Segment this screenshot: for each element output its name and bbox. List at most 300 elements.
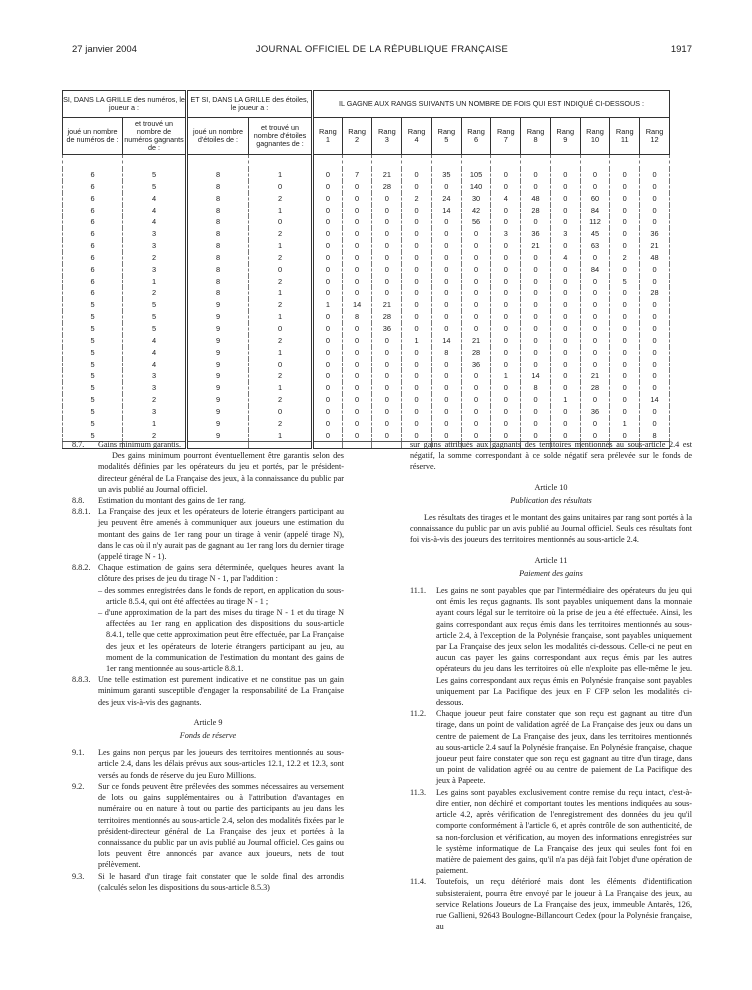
section-11-2: 11.2. Chaque joueur peut faire constater que son reçu est gagnant au titre d'un tirage, dans un point de validation agréé de La Française des jeux ou dans un centre de paiement de La Française des jeux, dans les territoires mentionnés au sous-article 2.4 sauf la Polynésie française. En Polynésie française, chaque joueur peut faire constater que son reçu est gagnant au titre d'un tirage, dans un point de validation agréé ou au centre de paiement de La Pacifique des jeux à Papeete. xyxy=(410,709,692,786)
table-cell: 2 xyxy=(123,430,187,442)
table-cell: 0 xyxy=(372,335,402,347)
section-8-8-2-item-2: – d'une approximation de la part des mises du tirage N - 1 et du tirage N affectées au 1er rang en application des dispositions du sous-article 8.4.1, telle que cette approximation peut être effectuée, par La Française des jeux et les opérateurs de loterie étrangers participant au jeu, au moment de la communication de l'estimation du montant des gains de 1er rang mentionnée au sous-article 8.8.1. xyxy=(98,608,344,674)
table-cell: 0 xyxy=(580,287,610,299)
table-cell: 0 xyxy=(249,181,313,193)
table-cell: 0 xyxy=(491,299,521,311)
table-cell: 0 xyxy=(342,394,372,406)
table-row xyxy=(63,394,670,406)
table-cell: 0 xyxy=(580,335,610,347)
group-header-rangs: IL GAGNE AUX RANGS SUIVANTS UN NOMBRE DE FOIS QUI EST INDIQUÉ CI-DESSOUS : xyxy=(313,91,670,118)
table-cell: 0 xyxy=(431,299,461,311)
table-cell: 0 xyxy=(580,359,610,371)
table-cell: 0 xyxy=(640,169,670,181)
table-cell: 0 xyxy=(610,181,640,193)
table-cell: 0 xyxy=(640,311,670,323)
table-cell: 8 xyxy=(187,181,249,193)
table-cell: 2 xyxy=(402,193,432,205)
table-cell: 0 xyxy=(372,216,402,228)
table-cell: 5 xyxy=(63,311,123,323)
table-cell: 140 xyxy=(461,181,491,193)
table-cell: 0 xyxy=(402,216,432,228)
table-cell: 0 xyxy=(640,276,670,288)
section-8-7-text: Des gains minimum pourront éventuellement être garantis selon des modalités définies par les opérateurs du jeu et portés, par le président-directeur général de La Française des jeux, à la connaissance du public par un avis publié au Journal officiel. xyxy=(98,451,344,494)
section-9-1: 9.1. Les gains non perçus par les joueurs des territoires mentionnés au sous-article 2.4, dans les délais prévus aux sous-articles 12.1, 12.2 et 12.3, sont versés au fonds de réserve du jeu Euro Millions. xyxy=(72,748,344,780)
table-cell: 0 xyxy=(640,335,670,347)
table-cell: 0 xyxy=(491,382,521,394)
table-cell: 8 xyxy=(187,169,249,181)
table-cell: 0 xyxy=(402,323,432,335)
table-cell: 9 xyxy=(187,299,249,311)
table-cell: 2 xyxy=(249,370,313,382)
table-cell: 0 xyxy=(372,205,402,217)
table-cell: 0 xyxy=(313,335,343,347)
table-cell: 1 xyxy=(249,169,313,181)
table-cell: 0 xyxy=(431,181,461,193)
gains-table xyxy=(62,90,670,449)
table-cell: 0 xyxy=(610,287,640,299)
table-cell: 0 xyxy=(461,323,491,335)
table-cell: 0 xyxy=(372,382,402,394)
table-cell: 6 xyxy=(63,264,123,276)
table-cell: 0 xyxy=(431,287,461,299)
table-cell: 0 xyxy=(342,287,372,299)
table-cell: 0 xyxy=(550,418,580,430)
table-row xyxy=(63,169,670,181)
table-row xyxy=(63,299,670,311)
table-cell: 9 xyxy=(187,311,249,323)
table-cell: 8 xyxy=(342,311,372,323)
table-cell: 2 xyxy=(249,276,313,288)
table-cell: 0 xyxy=(521,264,551,276)
section-8-8-3: 8.8.3. Une telle estimation est purement indicative et ne constitue pas un gain minimum garanti susceptible d'engager la responsabilité de La Française des jeux vis-à-vis des gagnants. xyxy=(72,675,344,707)
table-cell: 0 xyxy=(313,347,343,359)
table-cell: 0 xyxy=(402,264,432,276)
table-cell: 21 xyxy=(372,169,402,181)
table-cell: 2 xyxy=(123,394,187,406)
table-cell: 0 xyxy=(313,370,343,382)
table-cell: 0 xyxy=(521,394,551,406)
table-cell: 0 xyxy=(550,311,580,323)
table-cell: 28 xyxy=(580,382,610,394)
table-cell: 0 xyxy=(313,382,343,394)
table-cell: 0 xyxy=(342,418,372,430)
table-cell: 3 xyxy=(550,228,580,240)
table-cell: 3 xyxy=(123,370,187,382)
table-cell: 0 xyxy=(402,394,432,406)
table-cell: 4 xyxy=(123,193,187,205)
table-row xyxy=(63,216,670,228)
table-cell: 0 xyxy=(431,406,461,418)
table-cell: 4 xyxy=(123,347,187,359)
table-cell: 0 xyxy=(313,406,343,418)
table-cell: 0 xyxy=(402,418,432,430)
table-cell: 0 xyxy=(372,240,402,252)
table-cell: 5 xyxy=(63,430,123,442)
table-cell: 9 xyxy=(187,394,249,406)
table-cell: 2 xyxy=(249,394,313,406)
table-cell: 0 xyxy=(580,347,610,359)
table-cell: 8 xyxy=(640,430,670,442)
table-cell: 7 xyxy=(342,169,372,181)
table-cell: 0 xyxy=(550,335,580,347)
table-cell: 1 xyxy=(249,311,313,323)
section-11-1: 11.1. Les gains ne sont payables que par l'intermédiaire des opérateurs du jeu qui ont émis les reçus gagnants. Ils sont payables uniquement dans la monnaie ayant cours légal sur le territoire où la prise de jeu a été effectuée. Ainsi, les gains correspondant aux reçus émis dans les territoires mentionnés au sous-article 2.4, à l'exception de la Polynésie française, sont payables uniquement par La Française des jeux selon les modalités ci-dessous. Celle-ci ne peut en aucun cas payer les gains correspondant aux reçus émis par les autres opérateurs du jeu dans les territoires où elle n'exploite pas elle-même le jeu. Les gains correspondant aux reçus émis en Polynésie française sont payables uniquement par La Pacifique des jeux en F CFP selon les modalités ci-dessous. xyxy=(410,586,692,708)
table-cell: 48 xyxy=(521,193,551,205)
table-cell: 0 xyxy=(313,181,343,193)
table-cell: 0 xyxy=(402,359,432,371)
table-cell: 0 xyxy=(550,216,580,228)
table-cell: 0 xyxy=(491,287,521,299)
table-cell: 0 xyxy=(431,276,461,288)
table-cell: 36 xyxy=(372,323,402,335)
table-cell: 0 xyxy=(461,264,491,276)
table-cell: 0 xyxy=(491,252,521,264)
table-cell: 0 xyxy=(640,406,670,418)
table-cell: 0 xyxy=(342,406,372,418)
table-row xyxy=(63,205,670,217)
table-cell: 84 xyxy=(580,264,610,276)
table-cell: 4 xyxy=(491,193,521,205)
table-cell: 0 xyxy=(342,347,372,359)
table-cell: 0 xyxy=(372,394,402,406)
table-cell: 0 xyxy=(580,323,610,335)
table-cell: 0 xyxy=(461,228,491,240)
table-cell: 0 xyxy=(342,276,372,288)
table-cell: 0 xyxy=(521,276,551,288)
table-cell: 0 xyxy=(402,382,432,394)
table-cell: 28 xyxy=(372,311,402,323)
table-cell: 0 xyxy=(550,193,580,205)
section-11-4: 11.4. Toutefois, un reçu détérioré mais dont les éléments d'identification subsisteraient, pourra être envoyé par le joueur à La Française des jeux, au service Relations Joueurs de La Française des jeux, immeuble Antarès, 126, rue Gallieni, 92643 Boulogne-Billancourt Cedex (pour la Polynésie française, au xyxy=(410,877,692,932)
table-cell: 0 xyxy=(402,228,432,240)
table-cell: 36 xyxy=(461,359,491,371)
section-8-8-2-item-1: – des sommes enregistrées dans le fonds de report, en application du sous-article 8.5.4, qui ont été affectées au tirage N - 1 ; xyxy=(98,585,344,606)
table-cell: 0 xyxy=(342,228,372,240)
table-cell: 4 xyxy=(123,335,187,347)
table-cell: 9 xyxy=(187,359,249,371)
table-cell: 0 xyxy=(640,418,670,430)
table-cell: 8 xyxy=(187,276,249,288)
table-cell: 0 xyxy=(313,430,343,442)
table-cell: 84 xyxy=(580,205,610,217)
table-cell: 9 xyxy=(187,347,249,359)
table-row xyxy=(63,193,670,205)
table-row xyxy=(63,311,670,323)
col-header-trouve-etoiles: et trouvé un nombre d'étoiles gagnantes de : xyxy=(249,118,313,155)
group-header-etoiles: ET SI, DANS LA GRILLE des étoiles, le joueur a : xyxy=(187,91,313,118)
table-cell: 9 xyxy=(187,406,249,418)
table-cell: 1 xyxy=(249,240,313,252)
table-cell: 0 xyxy=(580,169,610,181)
table-cell: 0 xyxy=(610,430,640,442)
table-cell: 6 xyxy=(63,193,123,205)
table-row xyxy=(63,287,670,299)
table-cell: 5 xyxy=(610,276,640,288)
table-cell: 1 xyxy=(249,382,313,394)
table-cell: 0 xyxy=(461,299,491,311)
table-cell: 0 xyxy=(313,240,343,252)
table-cell: 0 xyxy=(521,216,551,228)
table-cell: 0 xyxy=(580,252,610,264)
table-cell: 0 xyxy=(431,228,461,240)
table-cell: 0 xyxy=(431,240,461,252)
table-cell: 2 xyxy=(249,252,313,264)
table-cell: 0 xyxy=(402,240,432,252)
table-cell: 42 xyxy=(461,205,491,217)
table-cell: 0 xyxy=(431,394,461,406)
table-cell: 5 xyxy=(63,299,123,311)
table-cell: 2 xyxy=(249,418,313,430)
section-8-8-2: 8.8.2. Chaque estimation de gains sera déterminée, quelques heures avant la clôture des prises de jeu du tirage N - 1, par l'addition : xyxy=(72,563,344,584)
article-9-heading: Article 9 xyxy=(193,717,223,727)
table-cell: 0 xyxy=(550,347,580,359)
table-cell: 8 xyxy=(187,264,249,276)
table-cell: 4 xyxy=(123,216,187,228)
table-cell: 5 xyxy=(63,347,123,359)
table-cell: 0 xyxy=(313,323,343,335)
table-cell: 0 xyxy=(580,299,610,311)
table-cell: 6 xyxy=(63,216,123,228)
table-cell: 0 xyxy=(640,181,670,193)
table-cell: 5 xyxy=(63,394,123,406)
table-cell: 35 xyxy=(431,169,461,181)
table-cell: 0 xyxy=(372,287,402,299)
table-cell: 0 xyxy=(342,323,372,335)
table-cell: 0 xyxy=(313,311,343,323)
table-cell: 0 xyxy=(431,370,461,382)
table-cell: 0 xyxy=(521,335,551,347)
table-cell: 0 xyxy=(521,323,551,335)
table-cell: 6 xyxy=(63,240,123,252)
table-row xyxy=(63,240,670,252)
header-date: 27 janvier 2004 xyxy=(72,44,137,55)
table-row xyxy=(63,335,670,347)
table-cell: 0 xyxy=(313,205,343,217)
table-cell: 0 xyxy=(461,240,491,252)
table-cell: 36 xyxy=(521,228,551,240)
table-cell: 1 xyxy=(123,418,187,430)
table-cell: 0 xyxy=(640,359,670,371)
article-10-subtitle: Publication des résultats xyxy=(510,495,592,505)
table-cell: 5 xyxy=(63,370,123,382)
table-cell: 0 xyxy=(402,430,432,442)
table-cell: 8 xyxy=(187,193,249,205)
table-cell: 0 xyxy=(491,264,521,276)
table-cell: 0 xyxy=(431,323,461,335)
table-cell: 0 xyxy=(580,430,610,442)
table-cell: 0 xyxy=(550,205,580,217)
table-cell: 5 xyxy=(63,335,123,347)
table-cell: 0 xyxy=(521,252,551,264)
table-cell: 5 xyxy=(63,382,123,394)
table-cell: 0 xyxy=(402,205,432,217)
table-cell: 5 xyxy=(123,169,187,181)
table-cell: 0 xyxy=(342,370,372,382)
table-cell: 0 xyxy=(402,181,432,193)
table-cell: 2 xyxy=(249,299,313,311)
table-cell: 9 xyxy=(187,430,249,442)
table-cell: 0 xyxy=(342,216,372,228)
table-cell: 0 xyxy=(342,252,372,264)
table-cell: 14 xyxy=(521,370,551,382)
table-cell: 60 xyxy=(580,193,610,205)
table-cell: 0 xyxy=(313,228,343,240)
table-cell: 0 xyxy=(550,299,580,311)
rang-header-7: Rang 7 xyxy=(491,118,521,155)
table-cell: 0 xyxy=(431,382,461,394)
table-cell: 9 xyxy=(187,335,249,347)
table-cell: 0 xyxy=(313,359,343,371)
table-cell: 105 xyxy=(461,169,491,181)
table-cell: 0 xyxy=(491,216,521,228)
table-cell: 8 xyxy=(187,205,249,217)
col-header-joue-etoiles: joué un nombre d'étoiles de : xyxy=(187,118,249,155)
table-cell: 8 xyxy=(187,287,249,299)
table-cell: 0 xyxy=(372,347,402,359)
table-cell: 1 xyxy=(249,347,313,359)
table-cell: 21 xyxy=(521,240,551,252)
table-cell: 0 xyxy=(640,323,670,335)
table-cell: 0 xyxy=(372,193,402,205)
table-cell: 0 xyxy=(640,299,670,311)
table-cell: 0 xyxy=(372,276,402,288)
section-8-8-1: 8.8.1. La Française des jeux et les opérateurs de loterie étrangers participant au jeu peuvent être amenés à communiquer aux joueurs une estimation du montant des gains de 1er rang pour un tirage à venir (appelé tirage N), dans le cas où il n'y aurait pas de gagnant au 1er rang lors du dernier tirage (appelé tirage N - 1). xyxy=(72,507,344,562)
table-cell: 0 xyxy=(431,311,461,323)
table-cell: 24 xyxy=(431,193,461,205)
rang-header-2: Rang 2 xyxy=(342,118,372,155)
table-cell: 2 xyxy=(249,228,313,240)
page-number: 1917 xyxy=(670,44,692,55)
table-cell: 0 xyxy=(342,359,372,371)
table-cell: 0 xyxy=(580,418,610,430)
table-cell: 0 xyxy=(461,430,491,442)
table-cell: 0 xyxy=(313,287,343,299)
table-cell: 0 xyxy=(313,216,343,228)
table-cell: 0 xyxy=(372,406,402,418)
table-cell: 3 xyxy=(123,264,187,276)
table-cell: 0 xyxy=(610,169,640,181)
table-cell: 0 xyxy=(402,406,432,418)
rang-header-3: Rang 3 xyxy=(372,118,402,155)
table-cell: 0 xyxy=(342,382,372,394)
rang-header-10: Rang 10 xyxy=(580,118,610,155)
table-cell: 0 xyxy=(640,193,670,205)
table-cell: 0 xyxy=(461,370,491,382)
table-cell: 2 xyxy=(610,252,640,264)
table-cell: 0 xyxy=(431,359,461,371)
table-cell: 6 xyxy=(63,287,123,299)
table-cell: 0 xyxy=(461,406,491,418)
table-cell: 21 xyxy=(580,370,610,382)
table-cell: 0 xyxy=(313,264,343,276)
table-cell: 5 xyxy=(63,418,123,430)
table-cell: 0 xyxy=(249,264,313,276)
right-column xyxy=(410,439,692,932)
table-cell: 0 xyxy=(550,323,580,335)
table-cell: 14 xyxy=(431,205,461,217)
table-row xyxy=(63,382,670,394)
table-cell: 0 xyxy=(249,406,313,418)
table-cell: 2 xyxy=(249,193,313,205)
table-cell: 0 xyxy=(640,370,670,382)
table-cell: 0 xyxy=(431,216,461,228)
table-cell: 1 xyxy=(123,276,187,288)
table-cell: 0 xyxy=(342,181,372,193)
table-cell: 4 xyxy=(123,359,187,371)
table-cell: 0 xyxy=(491,169,521,181)
article-10-heading: Article 10 xyxy=(534,482,568,492)
table-cell: 0 xyxy=(640,216,670,228)
table-cell: 0 xyxy=(491,276,521,288)
table-cell: 0 xyxy=(521,430,551,442)
table-cell: 8 xyxy=(431,347,461,359)
table-cell: 3 xyxy=(491,228,521,240)
table-cell: 0 xyxy=(431,430,461,442)
table-cell: 1 xyxy=(249,205,313,217)
page-header xyxy=(72,44,692,58)
table-cell: 0 xyxy=(550,181,580,193)
table-cell: 0 xyxy=(249,216,313,228)
table-cell: 0 xyxy=(550,359,580,371)
article-10-text: Les résultats des tirages et le montant des gains unitaires par rang sont portés à la connaissance du public par un avis publié au Journal officiel. Seuls ces résultats font foi vis-à-vis des joueurs des territoires mentionnés au sous-article 2.4. xyxy=(410,513,692,545)
table-cell: 1 xyxy=(610,418,640,430)
table-cell: 0 xyxy=(610,228,640,240)
article-9-subtitle: Fonds de réserve xyxy=(179,731,237,741)
table-cell: 9 xyxy=(187,323,249,335)
table-cell: 0 xyxy=(431,252,461,264)
table-cell: 28 xyxy=(640,287,670,299)
rang-header-8: Rang 8 xyxy=(521,118,551,155)
table-cell: 30 xyxy=(461,193,491,205)
table-cell: 0 xyxy=(342,240,372,252)
table-row xyxy=(63,276,670,288)
table-cell: 0 xyxy=(610,299,640,311)
table-cell: 6 xyxy=(63,205,123,217)
table-row xyxy=(63,228,670,240)
table-cell: 0 xyxy=(580,276,610,288)
table-cell: 0 xyxy=(610,216,640,228)
table-cell: 1 xyxy=(313,299,343,311)
table-cell: 0 xyxy=(402,276,432,288)
table-cell: 0 xyxy=(640,205,670,217)
header-title: JOURNAL OFFICIEL DE LA RÉPUBLIQUE FRANÇAISE xyxy=(255,44,509,55)
table-cell: 0 xyxy=(461,394,491,406)
rang-header-4: Rang 4 xyxy=(402,118,432,155)
table-cell: 28 xyxy=(461,347,491,359)
table-cell: 36 xyxy=(640,228,670,240)
table-cell: 3 xyxy=(123,240,187,252)
table-row xyxy=(63,347,670,359)
table-cell: 0 xyxy=(610,311,640,323)
table-cell: 0 xyxy=(372,430,402,442)
table-cell: 0 xyxy=(342,430,372,442)
table-cell: 0 xyxy=(521,299,551,311)
table-cell: 3 xyxy=(123,406,187,418)
table-cell: 0 xyxy=(550,382,580,394)
table-cell: 0 xyxy=(580,311,610,323)
table-cell: 0 xyxy=(313,418,343,430)
table-cell: 0 xyxy=(610,359,640,371)
table-cell: 0 xyxy=(521,406,551,418)
table-cell: 5 xyxy=(123,299,187,311)
table-cell: 0 xyxy=(372,264,402,276)
table-cell: 0 xyxy=(610,205,640,217)
table-cell: 0 xyxy=(521,418,551,430)
table-cell: 0 xyxy=(461,276,491,288)
table-cell: 14 xyxy=(342,299,372,311)
table-cell: 5 xyxy=(123,311,187,323)
table-cell: 0 xyxy=(610,370,640,382)
